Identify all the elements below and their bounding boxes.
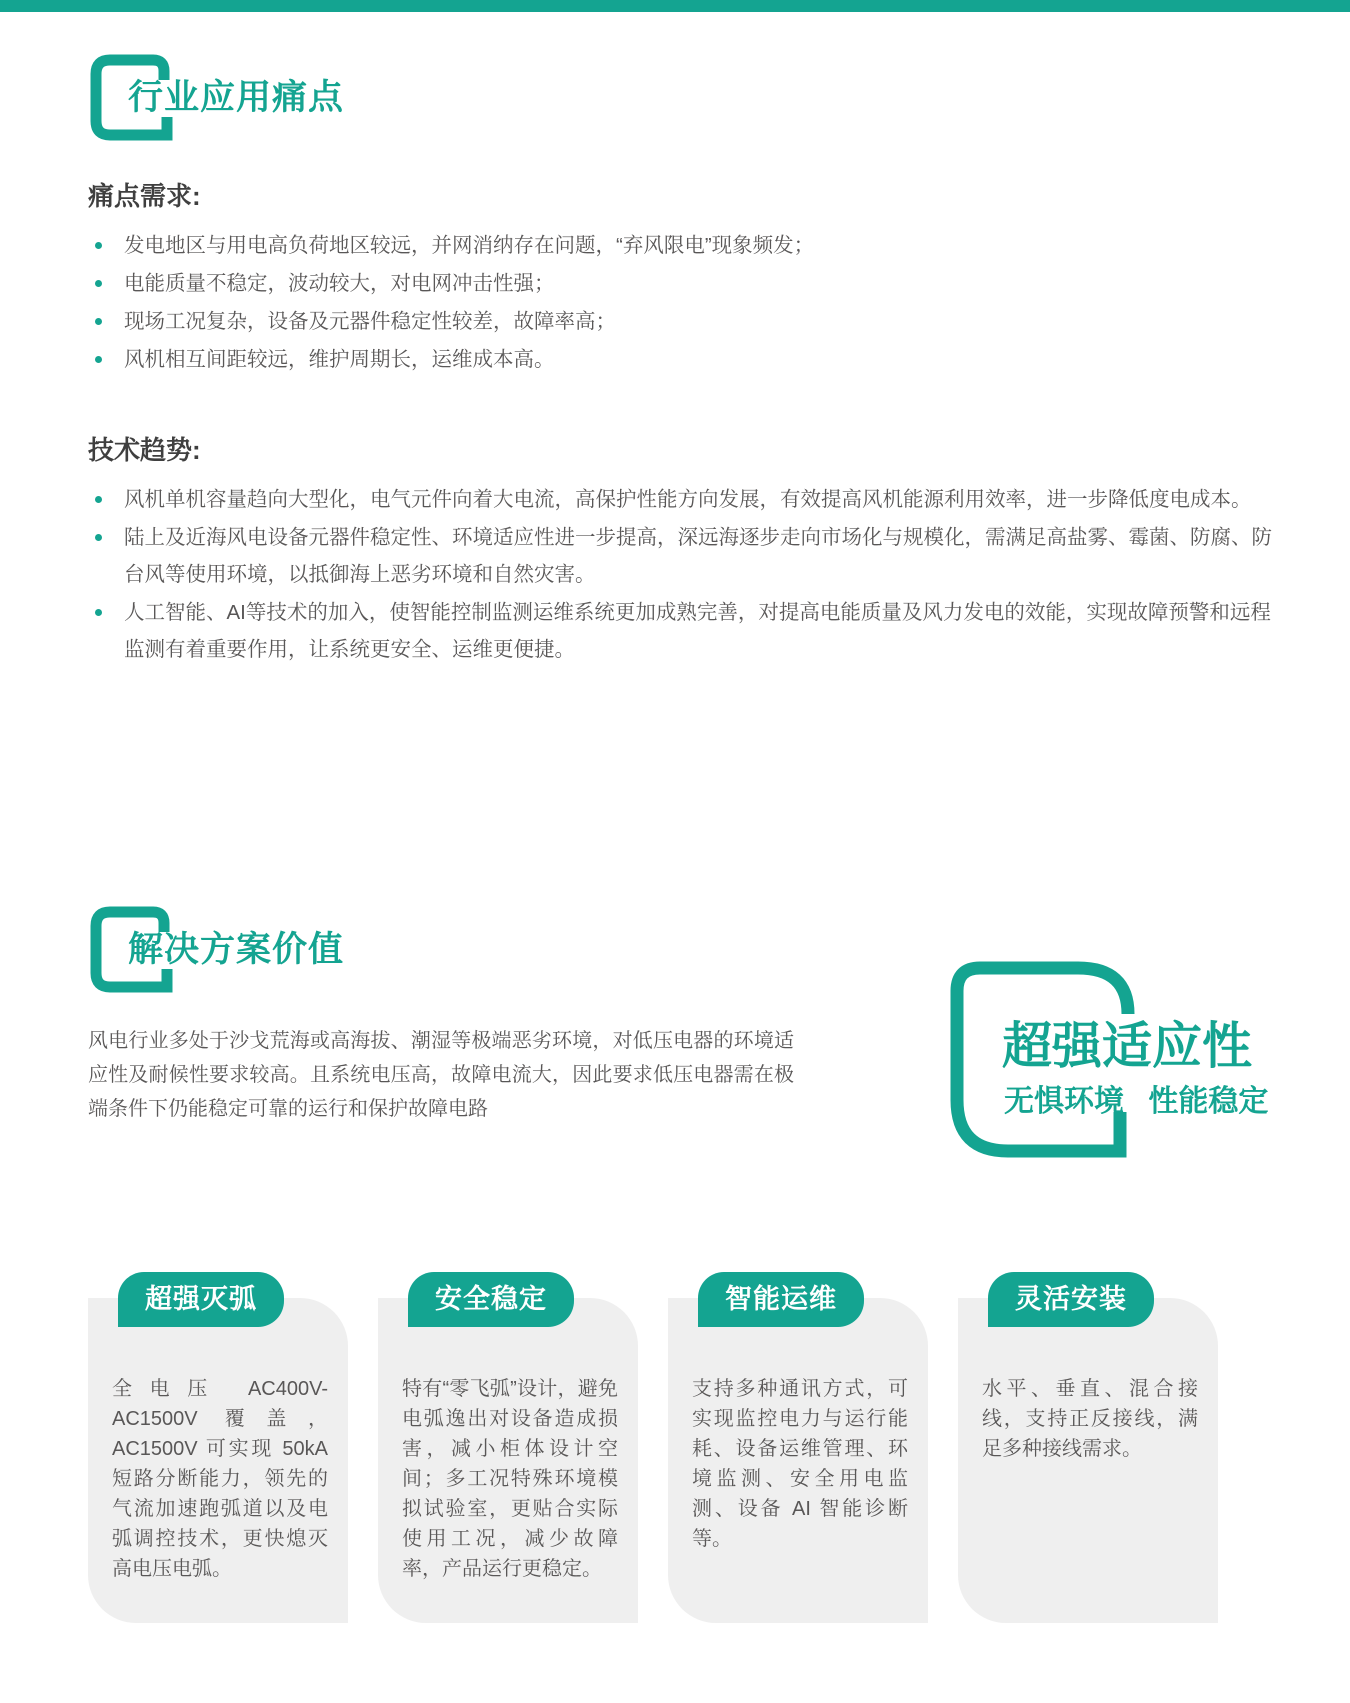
bullet-dot-icon [95,356,102,363]
card-title-badge: 灵活安装 [988,1272,1154,1327]
bullet-text: 发电地区与用电高负荷地区较远，并网消纳存在问题，“弃风限电”现象频发； [124,234,815,257]
feature-card [88,1272,348,1623]
card-text: 支持多种通讯方式，可实现监控电力与运行能耗、设备运维管理、环境监测、安全用电监测、设备 AI 智能诊断等。 [692,1378,908,1550]
pain-demand-heading: 痛点需求: [88,181,201,211]
card-body [958,1298,1218,1623]
bullet-text: 现场工况复杂，设备及元器件稳定性较差，故障率高； [124,310,616,333]
section-title-value: 解决方案价值 [128,930,345,969]
list-item [88,265,1268,302]
bullet-text: 人工智能、AI等技术的加入，使智能控制监测运维系统更加成熟完善，对提高电能质量及风力发电的效能，实现故障预警和远程监测有着重要作用，让系统更安全、运维更便捷。 [124,601,1271,661]
bullet-dot-icon [95,242,102,249]
top-accent-bar [0,0,1350,12]
feature-card [958,1272,1218,1623]
list-item [88,303,1268,340]
card-title-badge: 智能运维 [698,1272,864,1327]
card-text: 全电压 AC400V-AC1500V 覆盖，AC1500V 可实现 50kA 短路分断能力，领先的气流加速跑弧道以及电弧调控技术，更快熄灭高电压电弧。 [112,1378,328,1580]
value-paragraph: 风电行业多处于沙戈荒海或高海拔、潮湿等极端恶劣环境，对低压电器的环境适应性及耐候性要求较高。且系统电压高，故障电流大，因此要求低压电器需在极端条件下仍能稳定可靠的运行和保护故障电路 [88,1030,794,1120]
card-body [378,1298,638,1623]
bullet-dot-icon [95,534,102,541]
feature-cards [88,1272,1218,1623]
list-item [88,341,1268,378]
pain-demand-block [88,176,1268,379]
feature-card [668,1272,928,1623]
list-item [88,481,1274,518]
tech-trend-block [88,430,1274,669]
bullet-dot-icon [95,609,102,616]
bullet-text: 陆上及近海风电设备元器件稳定性、环境适应性进一步提高，深远海逐步走向市场化与规模化，需满足高盐雾、霉菌、防腐、防台风等使用环境，以抵御海上恶劣环境和自然灾害。 [124,526,1272,586]
list-item [88,594,1274,668]
tech-trend-list [88,481,1274,668]
card-text: 特有“零飞弧”设计，避免电弧逸出对设备造成损害，减小柜体设计空间；多工况特殊环境模拟试验室，更贴合实际使用工况，减少故障率，产品运行更稳定。 [402,1378,618,1580]
list-item [88,519,1274,593]
card-text: 水平、垂直、混合接线，支持正反接线，满足多种接线需求。 [982,1378,1198,1460]
bullet-text: 电能质量不稳定，波动较大，对电网冲击性强； [124,272,555,295]
highlight-block [950,960,1350,1220]
bullet-dot-icon [95,318,102,325]
pain-demand-list [88,227,1268,378]
feature-card [378,1272,638,1623]
tech-trend-heading: 技术趋势: [88,435,201,465]
section-header-pain [90,54,344,120]
section-title-pain: 行业应用痛点 [128,78,345,117]
bullet-text: 风机相互间距较远，维护周期长，运维成本高。 [124,348,555,371]
highlight-subtitle: 无惧环境 性能稳定 [1004,1085,1269,1118]
bullet-dot-icon [95,496,102,503]
bullet-text: 风机单机容量趋向大型化，电气元件向着大电流，高保护性能方向发展，有效提高风机能源利用效率，进一步降低度电成本。 [124,488,1252,511]
list-item [88,227,1268,264]
card-title-badge: 超强灭弧 [118,1272,284,1327]
section-header-value [90,906,344,972]
highlight-title: 超强适应性 [1002,1018,1252,1074]
card-title-badge: 安全稳定 [408,1272,574,1327]
card-body [668,1298,928,1623]
card-body [88,1298,348,1623]
bullet-dot-icon [95,280,102,287]
